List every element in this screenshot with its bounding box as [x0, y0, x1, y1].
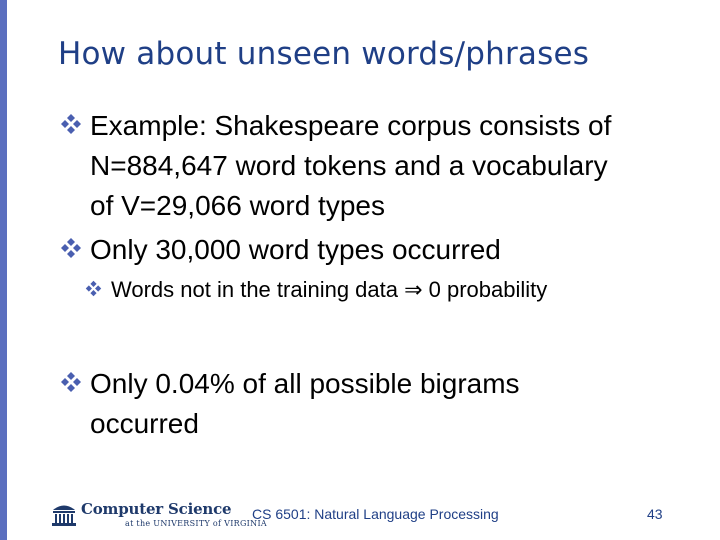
bullet-line: Example: Shakespeare corpus consists of	[90, 110, 612, 141]
diamond-bullet-icon	[60, 371, 82, 393]
diamond-bullet-icon	[60, 113, 82, 135]
logo-subtext: at the UNIVERSITY of VIRGINIA	[125, 519, 267, 528]
slide-title: How about unseen words/phrases	[58, 36, 590, 72]
bullet-line: Only 0.04% of all possible bigrams	[90, 368, 520, 399]
bullet-line: occurred	[90, 408, 199, 439]
bullet-line: N=884,647 word tokens and a vocabulary	[90, 150, 608, 181]
logo-text: Computer Science	[81, 500, 232, 518]
bullet-line: of V=29,066 word types	[90, 190, 385, 221]
computer-science-logo	[50, 498, 267, 532]
bullet-line: Only 30,000 word types occurred	[90, 234, 501, 265]
diamond-bullet-icon	[60, 237, 82, 259]
diamond-bullet-icon	[85, 280, 102, 297]
page-number: 43	[647, 506, 663, 522]
accent-bar	[0, 0, 7, 540]
rotunda-logo-icon	[50, 500, 78, 528]
course-name: CS 6501: Natural Language Processing	[252, 506, 499, 522]
sub-bullet-text: Words not in the training data ⇒ 0 probability	[111, 277, 548, 302]
